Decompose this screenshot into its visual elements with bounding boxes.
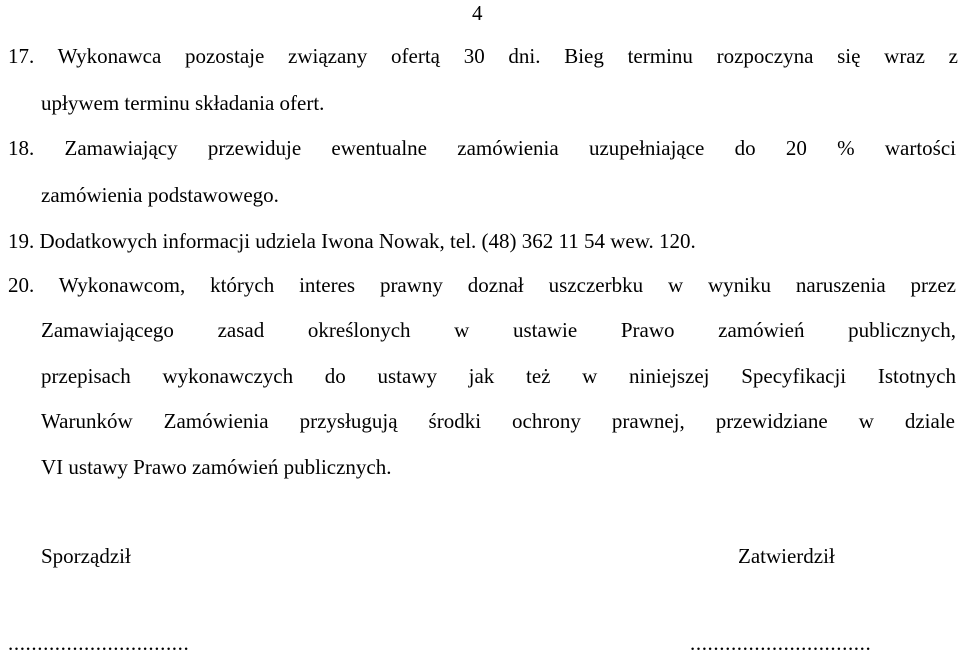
item-20-line-4: Warunków Zamówienia przysługują środki ochrony prawnej, przewidziane w dziale xyxy=(41,409,955,433)
item-17-line-2: upływem terminu składania ofert. xyxy=(41,91,325,115)
signature-left-label: Sporządził xyxy=(41,544,131,568)
item-20-line-1: 20. Wykonawcom, których interes prawny doznał uszczerbku w wyniku naruszenia przez xyxy=(8,273,956,297)
signature-right-dots: ............................... xyxy=(690,631,872,655)
signature-right-label: Zatwierdził xyxy=(738,544,835,568)
item-17-line-1: 17. Wykonawca pozostaje związany ofertą 30 dni. Bieg terminu rozpoczyna się wraz z xyxy=(8,44,958,68)
item-19-line-1: 19. Dodatkowych informacji udziela Iwona Nowak, tel. (48) 362 11 54 wew. 120. xyxy=(8,229,696,253)
item-20-line-5: VI ustawy Prawo zamówień publicznych. xyxy=(41,455,392,479)
signature-left-dots: ............................... xyxy=(8,631,190,655)
item-20-line-2: Zamawiającego zasad określonych w ustawie Prawo zamówień publicznych, xyxy=(41,318,956,342)
page-number: 4 xyxy=(472,1,483,25)
item-20-line-3: przepisach wykonawczych do ustawy jak też w niniejszej Specyfikacji Istotnych xyxy=(41,364,956,388)
item-18-line-2: zamówienia podstawowego. xyxy=(41,183,279,207)
item-18-line-1: 18. Zamawiający przewiduje ewentualne zamówienia uzupełniające do 20 % wartości xyxy=(8,136,956,160)
